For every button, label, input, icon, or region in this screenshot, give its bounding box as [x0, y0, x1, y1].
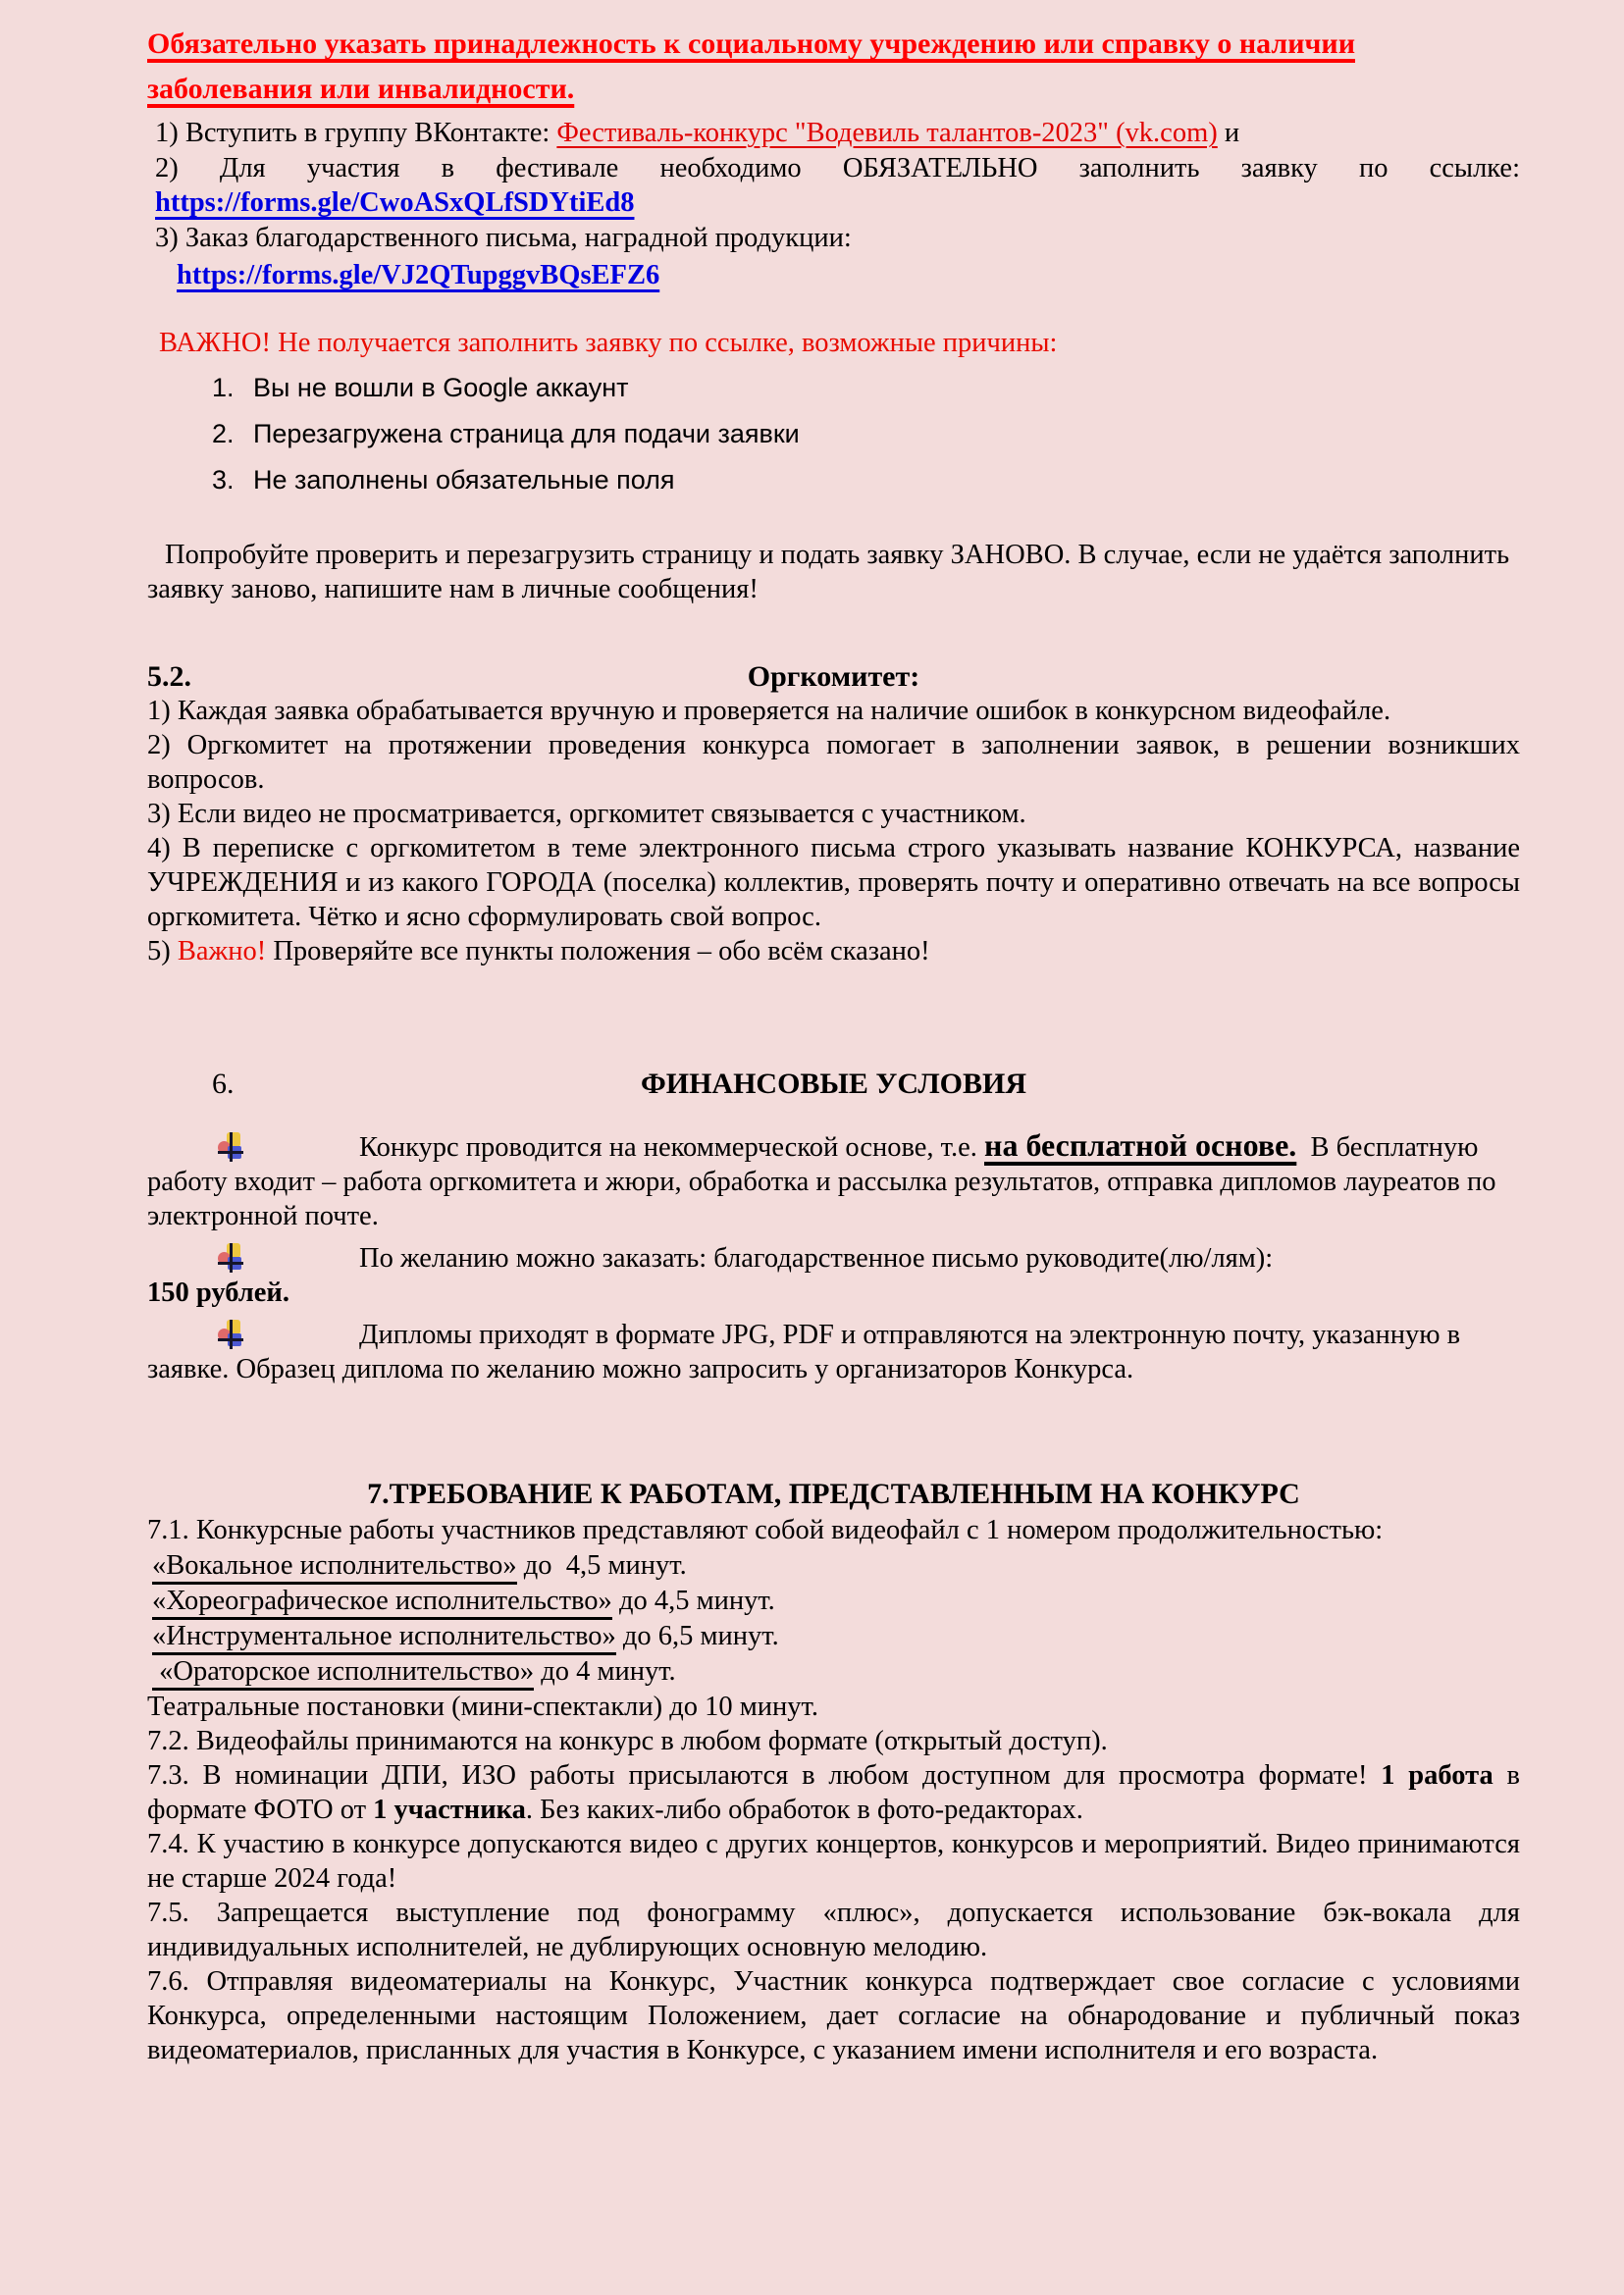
nomination-duration: до 4,5 минут. — [516, 1550, 687, 1581]
req-73-one-work: 1 работа — [1381, 1760, 1493, 1791]
apply-text: 2) Для участия в фестивале необходимо ОБЯЗАТЕЛЬНО заполнить заявку по ссылке: — [155, 153, 1520, 183]
req-73-post: . Без каких-либо обработок в фото-редакторах. — [525, 1795, 1083, 1825]
req-73-mid: в формате ФОТО от — [147, 1760, 1520, 1825]
nomination-duration: до 6,5 минут. — [615, 1621, 779, 1651]
list-item-text: Вы не вошли в Google аккаунт — [253, 373, 629, 402]
vk-join-suffix: и — [1217, 118, 1240, 148]
finance-order-paragraph — [147, 1241, 1520, 1310]
section-title: ФИНАНСОВЫЕ УСЛОВИЯ — [640, 1068, 1027, 1100]
req-75: 7.5. Запрещается выступление под фонограмму «плюс», допускается использование бэк-вокала для индивидуальных исполнителей, не дублирующих основную мелодию. — [147, 1898, 1520, 1962]
list-item-number: 3. — [212, 465, 235, 495]
order-form-link[interactable]: https://forms.gle/VJ2QTupggvBQsEFZ6 — [177, 260, 660, 290]
item-5-text: Проверяйте все пункты положения – обо всём сказано! — [266, 936, 930, 966]
section-number: 6. — [212, 1068, 235, 1100]
section-6-header — [147, 1067, 1520, 1101]
orgcom-item-4: 4) В переписке с оргкомитетом в теме электронного письма строго указывать название КОНКУРСА, название УЧРЕЖДЕНИЯ и из какого ГОРОДА (поселка) коллектив, проверять почту и оперативно отвечать на все вопросы оргкомитета. Чётко и ясно сформулировать свой вопрос. — [147, 833, 1520, 932]
vk-join-line — [155, 116, 1520, 150]
important-reasons-list — [212, 372, 1520, 496]
nomination-name: «Инструментальное исполнительство» — [152, 1621, 616, 1655]
apply-form-link[interactable]: https://forms.gle/CwoASxQLfSDYtiEd8 — [155, 187, 635, 218]
order-line: 3) Заказ благодарственного письма, наградной продукции: — [155, 223, 852, 253]
free-text-pre: Конкурс проводится на некоммерческой основе, т.е. — [359, 1132, 984, 1163]
down-arrow-bullet-icon — [218, 1132, 243, 1162]
item-5-important: Важно! — [177, 936, 267, 966]
list-item — [212, 372, 1520, 404]
list-item — [212, 464, 1520, 496]
down-arrow-bullet-icon — [218, 1320, 243, 1349]
orgcom-item-5 — [147, 934, 1520, 968]
req-76: 7.6. Отправляя видеоматериалы на Конкурс, Участник конкурса подтверждает свое согласие с условиями Конкурса, определенными настоящим Положением, дает согласие на обнародование и публичный показ видеоматериалов, присланных для участия в Конкурсе, с указанием имени исполнителя и его возраста. — [147, 1966, 1520, 2065]
nomination-duration: до 4,5 минут. — [611, 1586, 775, 1616]
list-item-text: Перезагружена страница для подачи заявки — [253, 419, 800, 448]
item-5-prefix: 5) — [147, 936, 178, 966]
finance-free-paragraph — [147, 1128, 1520, 1233]
section-7-title: 7.ТРЕБОВАНИЕ К РАБОТАМ, ПРЕДСТАВЛЕННЫМ НА КОНКУРС — [367, 1478, 1300, 1510]
nomination-oratory — [147, 1654, 1520, 1689]
retry-paragraph: Попробуйте проверить и перезагрузить страницу и подать заявку ЗАНОВО. В случае, если не удаётся заполнить заявку заново, напишите нам в личные сообщения! — [147, 540, 1510, 604]
section-number: 5.2. — [147, 660, 191, 693]
req-72: 7.2. Видеофайлы принимаются на конкурс в любом формате (открытый доступ). — [147, 1726, 1108, 1756]
req-71: 7.1. Конкурсные работы участников представляют собой видеофайл с 1 номером продолжительностью: — [147, 1515, 1384, 1545]
nomination-instrumental — [147, 1619, 1520, 1653]
apply-line — [155, 151, 1520, 220]
section-title: Оргкомитет: — [747, 660, 920, 693]
finance-diploma-paragraph — [147, 1318, 1520, 1386]
orgcom-item-2: 2) Оргкомитет на протяжении проведения конкурса помогает в заполнении заявок, в решении возникших вопросов. — [147, 730, 1520, 795]
list-item-text: Не заполнены обязательные поля — [253, 465, 675, 495]
req-73-one-participant: 1 участника — [373, 1795, 526, 1825]
vk-join-prefix: 1) Вступить в группу ВКонтакте: — [155, 118, 557, 148]
free-text-post: В бесплатную работу входит – работа оргкомитета и жюри, обработка и рассылка результатов, отправка дипломов лауреатов по электронной почте. — [147, 1132, 1503, 1231]
nomination-duration: до 4 минут. — [534, 1656, 676, 1687]
diploma-text: Дипломы приходят в формате JPG, PDF и отправляются на электронную почту, указанную в заявке. Образец диплома по желанию можно запросить у организаторов Конкурса. — [147, 1320, 1461, 1384]
list-item-number: 2. — [212, 419, 235, 448]
important-note-title: ВАЖНО! Не получается заполнить заявку по ссылке, возможные причины: — [159, 328, 1058, 358]
nomination-name: «Вокальное исполнительство» — [152, 1550, 517, 1585]
orgcom-item-1: 1) Каждая заявка обрабатывается вручную и проверяется на наличие ошибок в конкурсном видеофайле. — [147, 696, 1391, 726]
theatre-line: Театральные постановки (мини-спектакли) до 10 минут. — [147, 1692, 818, 1722]
section-52-header — [147, 659, 1520, 694]
free-basis-emphasis: на бесплатной основе. — [984, 1127, 1297, 1163]
vk-group-link[interactable]: Фестиваль-конкурс "Водевиль талантов-2023" (vk.com) — [556, 118, 1218, 148]
order-text: По желанию можно заказать: благодарственное письмо руководите(лю/лям): — [359, 1243, 1274, 1274]
nomination-name: «Ораторское исполнительство» — [152, 1656, 534, 1691]
nomination-vocal — [147, 1548, 1520, 1583]
orgcom-item-3: 3) Если видео не просматривается, оргкомитет связывается с участником. — [147, 799, 1026, 829]
nomination-name: «Хореографическое исполнительство» — [152, 1586, 612, 1620]
list-item-number: 1. — [212, 373, 235, 402]
req-73-pre: 7.3. В номинации ДПИ, ИЗО работы присылаются в любом доступном для просмотра формате! — [147, 1760, 1382, 1791]
list-item — [212, 418, 1520, 450]
price-value: 150 рублей. — [147, 1278, 289, 1308]
req-73 — [147, 1758, 1520, 1827]
nomination-choreo — [147, 1584, 1520, 1618]
req-74: 7.4. К участию в конкурсе допускаются видео с других концертов, конкурсов и мероприятий. Видео принимаются не старше 2024 года! — [147, 1829, 1520, 1894]
top-warning-heading: Обязательно указать принадлежность к социальному учреждению или справку о наличии заболевания или инвалидности. — [147, 27, 1355, 105]
down-arrow-bullet-icon — [218, 1243, 243, 1273]
order-link-line — [177, 258, 1520, 292]
